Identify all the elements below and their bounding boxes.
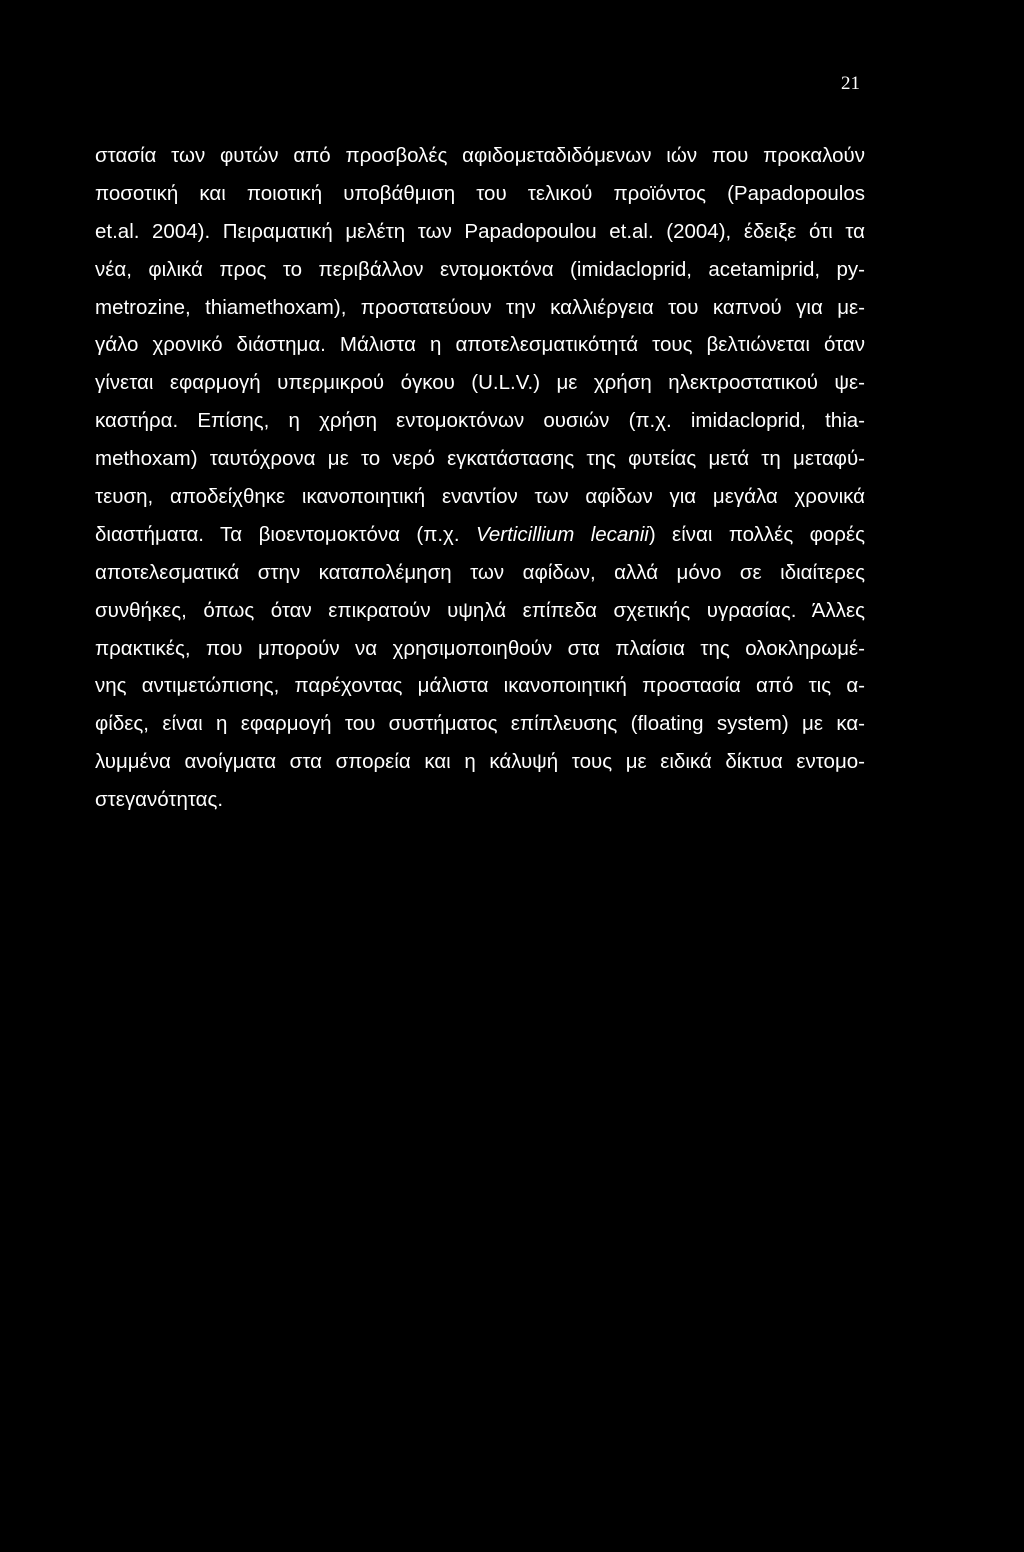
text-line: καστήρα. Επίσης, η χρήση εντομοκτόνων ουσιών (π.χ. imidacloprid, thia-: [95, 409, 865, 433]
text-line: metrozine, thiamethoxam), προστατεύουν την καλλιέργεια του καπνού για με-: [95, 295, 865, 319]
text-line: συνθήκες, όπως όταν επικρατούν υψηλά επίπεδα σχετικής υγρασίας. Άλλες: [95, 598, 865, 622]
page-number: 21: [841, 73, 860, 94]
text-line: et.al. 2004). Πειραματική μελέτη των Papadopoulou et.al. (2004), έδειξε ότι τα: [95, 219, 865, 243]
text-line: γάλο χρονικό διάστημα. Μάλιστα η αποτελεσματικότητά τους βελτιώνεται όταν: [95, 333, 865, 357]
text-line: γίνεται εφαρμογή υπερμικρού όγκου (U.L.V.) με χρήση ηλεκτροστατικού ψε-: [95, 371, 865, 395]
text-line: methoxam) ταυτόχρονα με το νερό εγκατάστασης της φυτείας μετά τη μεταφύ-: [95, 447, 865, 471]
text-line: ποσοτική και ποιοτική υποβάθμιση του τελικού προϊόντος (Papadopoulos: [95, 181, 865, 205]
text-line: πρακτικές, που μπορούν να χρησιμοποιηθούν στα πλαίσια της ολοκληρωμέ-: [95, 636, 865, 660]
text-line: νης αντιμετώπισης, παρέχοντας μάλιστα ικανοποιητική προστασία από τις α-: [95, 674, 865, 698]
text-line: λυμμένα ανοίγματα στα σπορεία και η κάλυψή τους με ειδικά δίκτυα εντομο-: [95, 750, 865, 774]
species-name: Verticillium lecanii: [475, 522, 649, 546]
text-line: τευση, αποδείχθηκε ικανοποιητική εναντίον των αφίδων για μεγάλα χρονικά: [95, 485, 865, 509]
body-text: [95, 137, 865, 819]
text-line: διαστήματα. Τα βιοεντομοκτόνα (π.χ. Verticillium lecanii) είναι πολλές φορές: [95, 522, 865, 546]
text-line: στασία των φυτών από προσβολές αφιδομεταδιδόμενων ιών που προκαλούν: [95, 144, 865, 167]
text-line: στεγανότητας.: [95, 788, 224, 812]
text-line: φίδες, είναι η εφαρμογή του συστήματος επίπλευσης (floating system) με κα-: [95, 712, 865, 736]
text-line: αποτελεσματικά στην καταπολέμηση των αφίδων, αλλά μόνο σε ιδιαίτερες: [95, 560, 865, 584]
text-line: νέα, φιλικά προς το περιβάλλον εντομοκτόνα (imidacloprid, acetamiprid, py-: [95, 257, 865, 281]
